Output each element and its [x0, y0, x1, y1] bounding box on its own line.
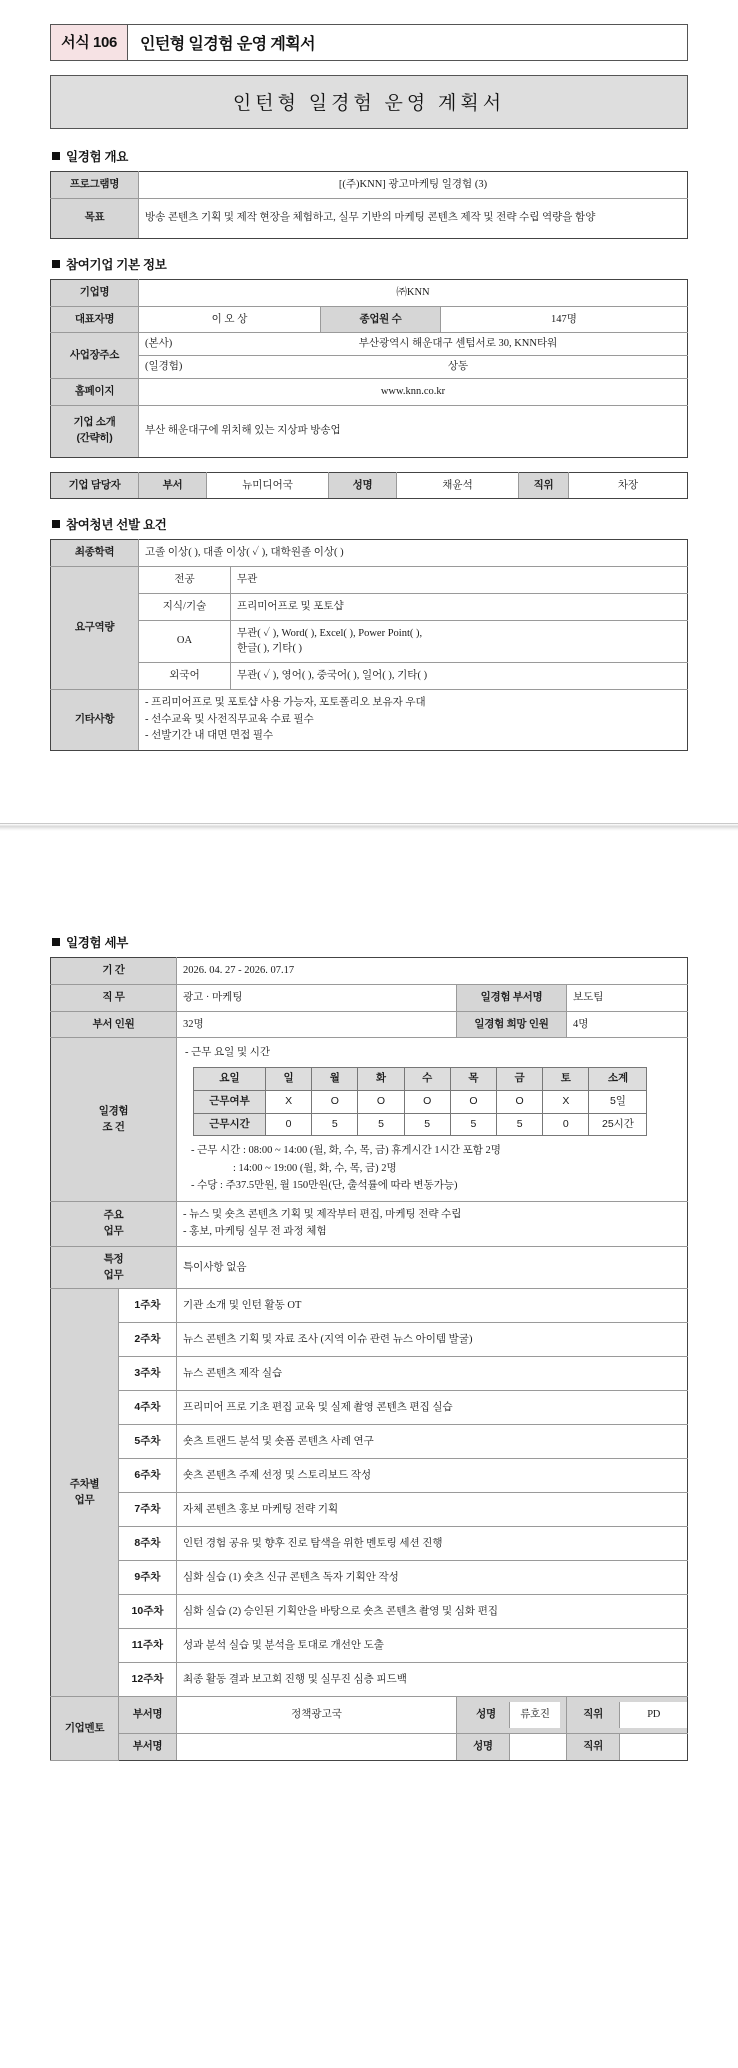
- weekly-task-text: 심화 실습 (2) 승인된 기획안을 바탕으로 숏츠 콘텐츠 촬영 및 심화 편집: [177, 1595, 688, 1629]
- experience-dept-label: 일경험 부서명: [457, 984, 567, 1011]
- weekly-week-label: 11주차: [119, 1629, 177, 1663]
- goal-value: 방송 콘텐츠 기획 및 제작 현장을 체험하고, 실무 기반의 마케팅 콘텐츠 제작 및 전략 수립 역량을 함양: [139, 198, 688, 238]
- work-flag-total: 5일: [589, 1090, 647, 1113]
- skill-label: 지식/기술: [139, 593, 231, 620]
- table-row: [51, 567, 688, 594]
- company-info-table: [50, 279, 688, 458]
- etc-line: - 프리미어프로 및 포토샵 사용 가능자, 포토폴리오 보유자 우대: [145, 696, 426, 708]
- oa-value-line1: 무관( ✓ ), Word( ), Excel( ), Power Point( ),: [237, 627, 423, 639]
- program-name-label: 프로그램명: [51, 172, 139, 199]
- special-task-label: [51, 1246, 177, 1289]
- weekly-week-label: 3주차: [119, 1357, 177, 1391]
- table-row: [51, 663, 688, 690]
- mentor-dept-value: 정책광고국: [177, 1697, 457, 1734]
- major-value: 무관: [231, 567, 688, 594]
- condition-label-line2: 조 건: [102, 1120, 125, 1133]
- main-task-line: - 홍보, 마케팅 실무 전 과정 체험: [183, 1226, 327, 1238]
- square-bullet-icon: [52, 152, 60, 160]
- special-task-label-line1: 특정: [103, 1252, 124, 1265]
- contact-rank-value: 차장: [569, 472, 688, 499]
- table-row: [51, 1734, 688, 1761]
- table-row: [51, 1527, 688, 1561]
- contact-dept-label: 부서: [139, 472, 207, 499]
- weekly-task-text: 성과 분석 실습 및 분석을 토대로 개선안 도출: [177, 1629, 688, 1663]
- work-flag-cell: X: [543, 1090, 589, 1113]
- document-page-2: [0, 899, 738, 1771]
- address-site-value: 상동: [447, 361, 469, 372]
- table-row: [51, 1011, 688, 1038]
- table-row: [51, 1595, 688, 1629]
- weekly-task-text: 심화 실습 (1) 숏츠 신규 콘텐츠 독자 기획안 작성: [177, 1561, 688, 1595]
- language-label: 외국어: [139, 663, 231, 690]
- condition-heading: - 근무 요일 및 시간: [185, 1047, 270, 1059]
- ceo-value: 이 오 상: [139, 306, 321, 333]
- language-value: 무관( ✓ ), 영어( ), 중국어( ), 일어( ), 기타( ): [231, 663, 688, 690]
- weekly-task-text: 뉴스 콘텐츠 제작 실습: [177, 1357, 688, 1391]
- main-task-label-line2: 업무: [103, 1225, 124, 1238]
- major-label: 전공: [139, 567, 231, 594]
- address-hq-label: (본사): [145, 338, 173, 350]
- weekly-week-label: 6주차: [119, 1459, 177, 1493]
- contact-name-value: 채윤석: [397, 472, 519, 499]
- square-bullet-icon: [52, 260, 60, 268]
- table-row: [51, 689, 688, 750]
- table-row: [51, 1425, 688, 1459]
- goal-label: 목표: [51, 198, 139, 238]
- wish-headcount-label: 일경험 희망 인원: [457, 1011, 567, 1038]
- company-name-value: ㈜KNN: [139, 279, 688, 306]
- work-flag-cell: O: [450, 1090, 496, 1113]
- table-row: [51, 172, 688, 199]
- form-code-badge: 서식 106: [50, 24, 128, 61]
- etc-value: [139, 689, 688, 750]
- job-value: 광고 · 마케팅: [177, 984, 457, 1011]
- mentor-name-group: [457, 1734, 567, 1761]
- mentor-dept-label: 부서명: [119, 1697, 177, 1734]
- table-row: [51, 333, 688, 356]
- day-header-cell: 일: [266, 1068, 312, 1091]
- main-task-line: - 뉴스 및 숏츠 콘텐츠 기획 및 제작부터 편집, 마케팅 전략 수립: [183, 1209, 462, 1221]
- section-heading-requirements: [52, 515, 688, 533]
- table-row: [51, 306, 688, 333]
- oa-value-line2: 한글( ), 기타( ): [237, 643, 303, 655]
- competency-label: 요구역량: [51, 567, 139, 690]
- oa-label: OA: [139, 620, 231, 663]
- document-title: 인턴형 일경험 운영 계획서: [50, 75, 688, 129]
- mentor-label: 기업멘토: [51, 1697, 119, 1761]
- table-row: [51, 1663, 688, 1697]
- weekly-week-label: 12주차: [119, 1663, 177, 1697]
- mentor-name-value: 류호진: [510, 1702, 560, 1728]
- weekly-week-label: 8주차: [119, 1527, 177, 1561]
- day-header-cell: 토: [543, 1068, 589, 1091]
- contact-dept-value: 뉴미디어국: [207, 472, 329, 499]
- company-contact-table: [50, 472, 688, 500]
- address-site-label: (일경험): [145, 361, 183, 372]
- work-hours-cell: 0: [266, 1113, 312, 1136]
- main-task-label-line1: 주요: [103, 1209, 124, 1222]
- address-label: 사업장주소: [51, 333, 139, 379]
- weekly-task-text: 프리미어 프로 기초 편집 교육 및 실제 촬영 콘텐츠 편집 실습: [177, 1391, 688, 1425]
- work-flag-cell: X: [266, 1090, 312, 1113]
- weekly-task-text: 인턴 경험 공유 및 향후 진로 탐색을 위한 멘토링 세션 진행: [177, 1527, 688, 1561]
- square-bullet-icon: [52, 520, 60, 528]
- table-row: [51, 1493, 688, 1527]
- condition-note-line: - 수당 : 주37.5만원, 월 150만원(단, 출석률에 따라 변동가능): [191, 1180, 458, 1192]
- table-row: [51, 1629, 688, 1663]
- mentor-rank-group: [567, 1734, 688, 1761]
- table-row: [51, 958, 688, 985]
- mentor-dept-label: 부서명: [119, 1734, 177, 1761]
- table-row: [51, 1391, 688, 1425]
- work-flag-label: 근무여부: [194, 1090, 266, 1113]
- document-page-1: [0, 0, 738, 761]
- weekly-week-label: 1주차: [119, 1289, 177, 1323]
- company-name-label: 기업명: [51, 279, 139, 306]
- table-row: [51, 1561, 688, 1595]
- table-row: [194, 1113, 647, 1136]
- condition-label: [51, 1038, 177, 1202]
- experience-dept-value: 보도팀: [567, 984, 688, 1011]
- wish-headcount-value: 4명: [567, 1011, 688, 1038]
- weekly-task-text: 숏츠 트랜드 분석 및 숏폼 콘텐츠 사례 연구: [177, 1425, 688, 1459]
- page-separator: [0, 761, 738, 899]
- day-header-cell: 월: [312, 1068, 358, 1091]
- table-row: [51, 1357, 688, 1391]
- skill-value: 프리미어프로 및 포토샵: [231, 593, 688, 620]
- contact-label: 기업 담당자: [51, 472, 139, 499]
- condition-value: [177, 1038, 688, 1202]
- day-header-cell: 금: [497, 1068, 543, 1091]
- ceo-label: 대표자명: [51, 306, 139, 333]
- main-task-label: [51, 1202, 177, 1247]
- work-hours-cell: 5: [497, 1113, 543, 1136]
- table-row: [51, 356, 688, 379]
- detail-table: [50, 957, 688, 1761]
- work-schedule-table: [193, 1067, 647, 1136]
- mentor-rank-label: 직위: [567, 1734, 620, 1760]
- page-break-line: [0, 823, 738, 831]
- company-intro-value: 부산 해운대구에 위치해 있는 지상파 방송업: [139, 405, 688, 457]
- mentor-rank-label: 직위: [567, 1702, 620, 1728]
- condition-notes: [191, 1142, 679, 1194]
- table-row: [51, 1038, 688, 1202]
- work-hours-cell: 5: [450, 1113, 496, 1136]
- etc-line: - 선발기간 내 대면 면접 필수: [145, 730, 274, 742]
- contact-name-label: 성명: [329, 472, 397, 499]
- weekly-week-label: 2주차: [119, 1323, 177, 1357]
- day-header-cell: 소계: [589, 1068, 647, 1091]
- table-row: [194, 1090, 647, 1113]
- weekly-task-label-line1: 주차별: [69, 1478, 100, 1491]
- education-label: 최종학력: [51, 540, 139, 567]
- weekly-task-label-line2: 업무: [74, 1493, 95, 1506]
- day-header-cell: 수: [404, 1068, 450, 1091]
- address-site-row: [139, 356, 688, 379]
- mentor-rank-group: [567, 1697, 688, 1734]
- table-row: [51, 1246, 688, 1289]
- mentor-name-group: [457, 1697, 567, 1734]
- company-intro-label-line1: 기업 소개: [73, 416, 116, 429]
- table-row: [51, 1202, 688, 1247]
- work-hours-total: 25시간: [589, 1113, 647, 1136]
- special-task-value: 특이사항 없음: [177, 1246, 688, 1289]
- condition-note-line: - 근무 시간 : 08:00 ~ 14:00 (월, 화, 수, 목, 금) 휴게시간 1시간 포함 2명: [191, 1145, 501, 1157]
- main-task-value: [177, 1202, 688, 1247]
- address-hq-row: [139, 333, 688, 356]
- work-hours-cell: 0: [543, 1113, 589, 1136]
- form-title: 인턴형 일경험 운영 계획서: [128, 24, 688, 61]
- dept-headcount-value: 32명: [177, 1011, 457, 1038]
- weekly-week-label: 7주차: [119, 1493, 177, 1527]
- mentor-rank-value: PD: [620, 1702, 687, 1728]
- table-row: [51, 620, 688, 663]
- weekly-task-text: 최종 활동 결과 보고회 진행 및 실무진 심층 피드백: [177, 1663, 688, 1697]
- mentor-name-label: 성명: [457, 1734, 509, 1760]
- work-hours-label: 근무시간: [194, 1113, 266, 1136]
- section-heading-company: [52, 255, 688, 273]
- square-bullet-icon: [52, 938, 60, 946]
- work-flag-cell: O: [404, 1090, 450, 1113]
- condition-note-line: : 14:00 ~ 19:00 (월, 화, 수, 목, 금) 2명: [233, 1162, 397, 1174]
- homepage-value: www.knn.co.kr: [139, 378, 688, 405]
- section-label-company: 참여기업 기본 정보: [66, 257, 167, 272]
- mentor-name-value: [509, 1734, 566, 1760]
- form-header: [50, 24, 688, 61]
- weekly-task-text: 뉴스 콘텐츠 기획 및 자료 조사 (지역 이슈 관련 뉴스 아이템 발굴): [177, 1323, 688, 1357]
- weekly-task-text: 기관 소개 및 인턴 활동 OT: [177, 1289, 688, 1323]
- period-value: 2026. 04. 27 - 2026. 07.17: [177, 958, 688, 985]
- mentor-name-label: 성명: [463, 1702, 510, 1728]
- work-flag-cell: O: [312, 1090, 358, 1113]
- table-row: [51, 279, 688, 306]
- work-hours-cell: 5: [358, 1113, 404, 1136]
- period-label: 기 간: [51, 958, 177, 985]
- education-value: 고졸 이상( ), 대졸 이상( ✓ ), 대학원졸 이상( ): [139, 540, 688, 567]
- section-label-requirements: 참여청년 선발 요건: [66, 518, 167, 533]
- weekly-task-text: 숏츠 콘텐츠 주제 선정 및 스토리보드 작성: [177, 1459, 688, 1493]
- weekly-task-label: [51, 1289, 119, 1697]
- section-label-detail: 일경험 세부: [66, 936, 129, 951]
- requirements-table: [50, 539, 688, 751]
- table-row: [51, 1459, 688, 1493]
- table-row: [51, 984, 688, 1011]
- day-header-cell: 요일: [194, 1068, 266, 1091]
- weekly-week-label: 10주차: [119, 1595, 177, 1629]
- weekly-week-label: 5주차: [119, 1425, 177, 1459]
- table-row: [51, 405, 688, 457]
- table-row: [51, 472, 688, 499]
- etc-line: - 선수교육 및 사전직무교육 수료 필수: [145, 713, 314, 725]
- etc-label: 기타사항: [51, 689, 139, 750]
- employees-label: 종업원 수: [321, 306, 441, 333]
- weekly-task-text: 자체 콘텐츠 홍보 마케팅 전략 기획: [177, 1493, 688, 1527]
- table-row: [51, 593, 688, 620]
- section-label-overview: 일경험 개요: [66, 150, 129, 164]
- condition-label-line1: 일경험: [98, 1105, 129, 1118]
- section-heading-overview: [52, 147, 688, 165]
- mentor-rank-value: [620, 1734, 687, 1760]
- table-row: [194, 1068, 647, 1091]
- homepage-label: 홈페이지: [51, 378, 139, 405]
- contact-rank-label: 직위: [519, 472, 569, 499]
- dept-headcount-label: 부서 인원: [51, 1011, 177, 1038]
- special-task-label-line2: 업무: [103, 1268, 124, 1281]
- employees-value: 147명: [441, 306, 688, 333]
- program-name-value: [(주)KNN] 광고마케팅 일경험 (3): [139, 172, 688, 199]
- day-header-cell: 화: [358, 1068, 404, 1091]
- work-hours-cell: 5: [312, 1113, 358, 1136]
- company-intro-label: [51, 405, 139, 457]
- work-hours-cell: 5: [404, 1113, 450, 1136]
- weekly-week-label: 9주차: [119, 1561, 177, 1595]
- table-row: [51, 1323, 688, 1357]
- job-label: 직 무: [51, 984, 177, 1011]
- section-heading-detail: [52, 933, 688, 951]
- table-row: [51, 378, 688, 405]
- oa-value: [231, 620, 688, 663]
- table-row: [51, 1697, 688, 1734]
- mentor-dept-value: [177, 1734, 457, 1761]
- day-header-cell: 목: [450, 1068, 496, 1091]
- table-row: [51, 198, 688, 238]
- work-flag-cell: O: [497, 1090, 543, 1113]
- table-row: [51, 1289, 688, 1323]
- work-flag-cell: O: [358, 1090, 404, 1113]
- weekly-week-label: 4주차: [119, 1391, 177, 1425]
- overview-table: [50, 171, 688, 239]
- company-intro-label-line2: (간략히): [76, 432, 113, 444]
- address-hq-value: 부산광역시 해운대구 센텀서로 30, KNN타워: [358, 338, 558, 350]
- table-row: [51, 540, 688, 567]
